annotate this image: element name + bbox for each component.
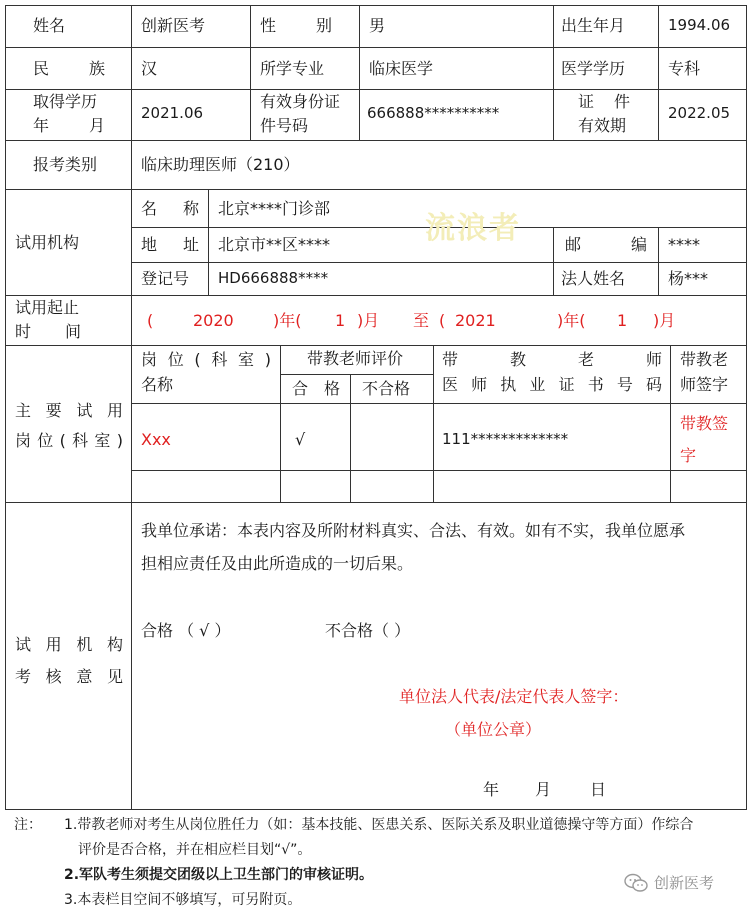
post-col3-line2: 医 师 执 业 证 书 号 码 <box>442 375 662 394</box>
brand-watermark <box>624 872 714 893</box>
review-label-line1: 试 用 机 构 <box>15 635 123 654</box>
note-2: 2.军队考生须提交团级以上卫生部门的审核证明。 <box>64 867 374 883</box>
post-col2-header: 带教老师评价 <box>307 349 404 368</box>
review-fail: 不合格（ ） <box>325 621 411 640</box>
valid-label-line1: 证 件 <box>578 92 630 111</box>
grad-value: 2021.06 <box>141 104 204 122</box>
org-addr-label: 地 址 <box>141 235 199 254</box>
review-seal-label: （单位公章） <box>445 720 542 739</box>
note-1-line2: 评价是否合格，并在相应栏目划“√”。 <box>78 842 312 858</box>
period-value: ( 2020 )年( 1 )月 至 ( 2021 )年( 1 )月 <box>147 311 676 330</box>
post-col4-line1: 带教老 <box>680 350 729 369</box>
org-legal-value: 杨*** <box>668 269 709 288</box>
wechat-icon <box>624 873 648 893</box>
post-label-line1: 主 要 试 用 <box>15 401 123 420</box>
post-col2-pass-header: 合 格 <box>292 379 340 398</box>
id-value: 666888********** <box>367 104 500 122</box>
major-label: 所学专业 <box>260 59 325 78</box>
org-reg-value: HD666888**** <box>218 269 329 287</box>
org-name-label: 名 称 <box>141 199 199 218</box>
period-label-line1: 试用起止 <box>15 298 80 317</box>
post-col3-line1: 带 教 老 师 <box>442 350 662 369</box>
grad-label-line2: 年 月 <box>33 116 105 135</box>
post-col4-line2: 师签字 <box>680 375 729 394</box>
post-row-sign-line2: 字 <box>680 446 697 465</box>
watermark: 流浪者 <box>425 211 521 246</box>
brand-text: 创新医考 <box>654 874 715 892</box>
review-date-month: 月 <box>535 780 552 799</box>
gender-label: 性 别 <box>260 16 332 35</box>
post-row-sign-line1: 带教签 <box>680 414 729 433</box>
org-label: 试用机构 <box>15 233 80 252</box>
review-pledge-line2: 担相应责任及由此所造成的一切后果。 <box>141 554 414 573</box>
note-3: 3.本表栏目空间不够填写，可另附页。 <box>64 892 302 908</box>
org-legal-label: 法人姓名 <box>561 269 626 288</box>
org-zip-label: 邮 编 <box>565 235 647 254</box>
review-sign-label: 单位法人代表/法定代表人签字： <box>399 687 629 706</box>
dob-value: 1994.06 <box>668 16 731 34</box>
period-label-line2: 时 间 <box>15 322 81 341</box>
post-row-cert: 111************* <box>442 430 569 448</box>
major-value: 临床医学 <box>369 59 434 78</box>
notes-label: 注： <box>14 817 42 833</box>
dob-label: 出生年月 <box>561 16 626 35</box>
org-addr-value: 北京市**区**** <box>218 235 331 254</box>
review-pass: 合格 （ √ ） <box>141 621 231 640</box>
grad-label-line1: 取得学历 <box>33 92 98 111</box>
note-1-line1: 1.带教老师对考生从岗位胜任力（如：基本技能、医患关系、医际关系及职业道德操守等方面）作综合 <box>64 817 694 833</box>
id-label-line1: 有效身份证 <box>260 92 341 111</box>
exam-registration-form <box>5 5 747 810</box>
review-date-year: 年 <box>483 780 500 799</box>
review-pledge-line1: 我单位承诺：本表内容及所附材料真实、合法、有效。如有不实，我单位愿承 <box>141 521 686 540</box>
name-value: 创新医考 <box>141 16 206 35</box>
org-zip-value: **** <box>668 235 700 254</box>
post-col1-line1: 岗 位 ( 科 室 ) <box>141 350 271 369</box>
org-reg-label: 登记号 <box>141 269 190 288</box>
review-date-day: 日 <box>590 780 607 799</box>
valid-label-line2: 有效期 <box>578 116 627 135</box>
post-row-pass-check: √ <box>295 430 306 449</box>
category-label: 报考类别 <box>33 155 98 174</box>
valid-value: 2022.05 <box>668 104 731 122</box>
name-label: 姓名 <box>33 16 66 35</box>
post-col2-fail-header: 不合格 <box>362 379 411 398</box>
review-label-line2: 考 核 意 见 <box>15 667 123 686</box>
gender-value: 男 <box>369 16 386 35</box>
post-col1-line2: 名称 <box>141 375 174 394</box>
org-name-value: 北京****门诊部 <box>218 199 331 218</box>
edu-label: 医学学历 <box>561 59 626 78</box>
ethnic-value: 汉 <box>141 59 158 78</box>
category-value: 临床助理医师（210） <box>141 155 300 174</box>
ethnic-label: 民 族 <box>33 59 105 78</box>
post-label-line2: 岗 位 ( 科 室 ) <box>15 431 123 450</box>
id-label-line2: 件号码 <box>260 116 309 135</box>
post-row-dept: Xxx <box>141 430 171 449</box>
edu-value: 专科 <box>668 59 701 78</box>
